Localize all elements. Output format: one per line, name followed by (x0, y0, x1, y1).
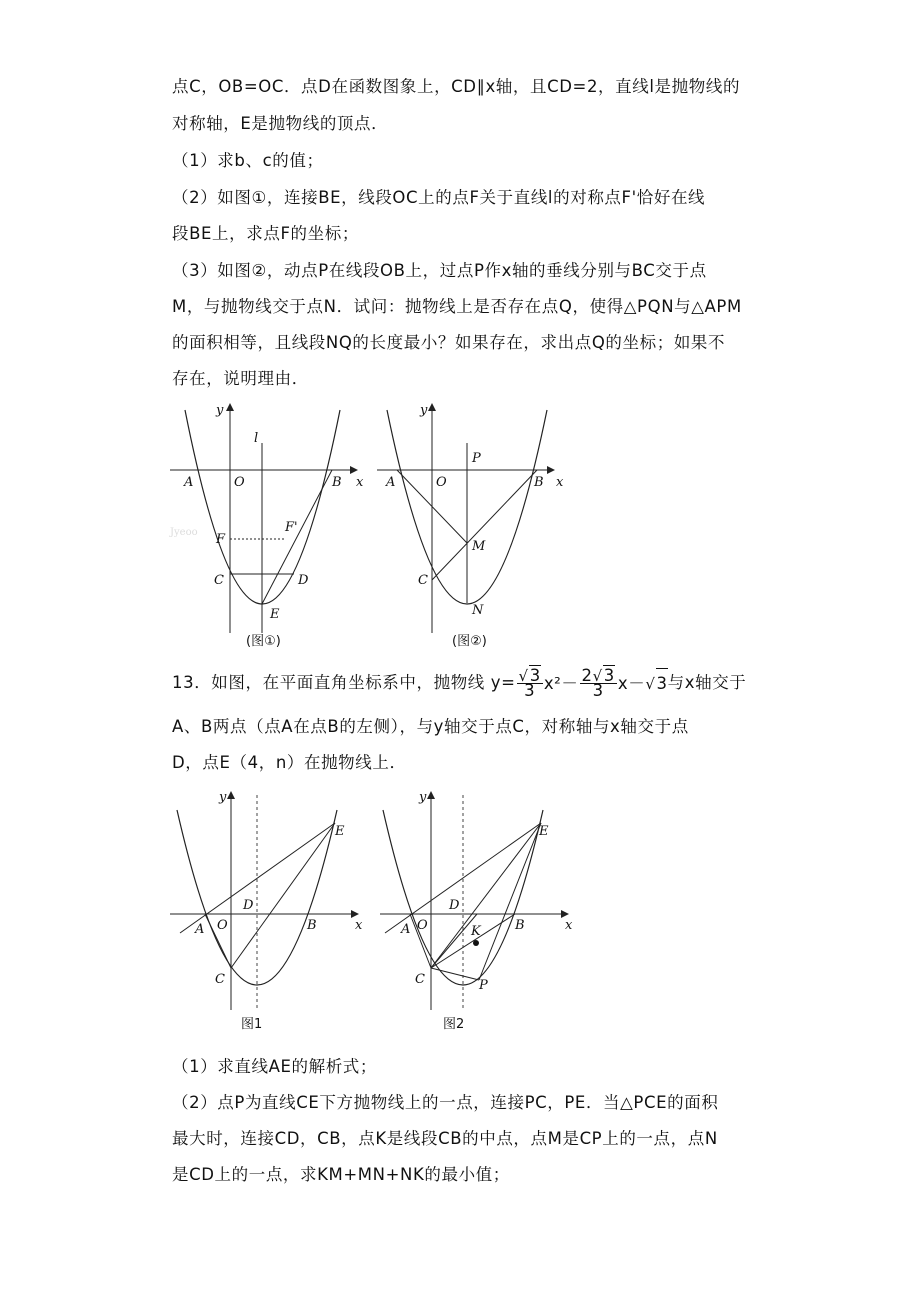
label-e: E (539, 824, 549, 839)
p13-q2-line2: 最大时，连接CD，CB，点K是线段CB的中点，点M是CP上的一点，点N (172, 1129, 718, 1148)
label-y: y (219, 790, 227, 805)
label-b: B (515, 918, 525, 933)
y-axis-arrow (227, 791, 235, 799)
x-axis-arrow (561, 910, 569, 918)
p13-intro-prefix: 13．如图，在平面直角坐标系中，抛物线 y= (172, 673, 516, 692)
label-p: P (472, 451, 481, 466)
segment-be (262, 470, 332, 604)
label-d: D (243, 898, 254, 913)
label-a: A (184, 475, 194, 490)
fraction-2sqrt3-over-3: $\frac{2√3}{3}$ (581, 666, 615, 700)
label-x: x (356, 475, 364, 490)
label-f: F (216, 532, 226, 547)
x-axis-arrow (350, 466, 358, 474)
fraction-sqrt3-over-3: $\frac{√3}{3}$ (518, 666, 541, 700)
label-c: C (418, 573, 428, 588)
figure-2-caption: 图2 (443, 1017, 465, 1032)
p12-q3-line1: （3）如图②，动点P在线段OB上，过点P作x轴的垂线分别与BC交于点 (172, 261, 707, 280)
label-x: x (565, 918, 573, 933)
y-axis-arrow (427, 791, 435, 799)
label-k: K (471, 924, 481, 939)
segment-ce (231, 823, 335, 968)
p12-q3-line2: M，与抛物线交于点N．试问：抛物线上是否存在点Q，使得△PQN与△APM (172, 297, 742, 316)
label-n: N (472, 603, 484, 618)
label-e: E (270, 607, 280, 622)
p13-q2-line3: 是CD上的一点，求KM+MN+NK的最小值； (172, 1165, 510, 1184)
label-c: C (415, 972, 425, 987)
label-d: D (298, 573, 309, 588)
label-o: O (436, 475, 447, 490)
p12-figure-2 (372, 398, 582, 660)
figure-2-caption: (图②) (452, 634, 487, 649)
parabola-formula: $\frac{√3}{3}$ x²－ $\frac{2√3}{3}$ x－ √ 3 (518, 666, 668, 700)
label-e: E (335, 824, 345, 839)
segment-ce (431, 823, 541, 968)
segment-pe (479, 823, 541, 980)
y-axis-arrow (428, 403, 436, 411)
label-d: D (449, 898, 460, 913)
label-o: O (417, 918, 428, 933)
p12-q2-line2: 段BE上，求点F的坐标； (172, 224, 359, 243)
p12-figure-1 (160, 398, 370, 660)
p13-figure-2 (375, 785, 585, 1035)
label-x: x (556, 475, 564, 490)
figure-1-caption: 图1 (241, 1017, 263, 1032)
p13-figure-1 (165, 785, 375, 1035)
p12-q2-line1: （2）如图①，连接BE，线段OC上的点F关于直线l的对称点F'恰好在线 (172, 188, 706, 207)
p13-q2-line1: （2）点P为直线CE下方抛物线上的一点，连接PC，PE．当△PCE的面积 (172, 1093, 719, 1112)
label-f-prime: F' (285, 520, 298, 535)
p12-line1: 点C，OB=OC．点D在函数图象上，CD∥x轴，且CD=2，直线l是抛物线的 (172, 77, 741, 96)
p12-q1: （1）求b、c的值； (172, 151, 324, 170)
label-p: P (479, 978, 488, 993)
y-axis-arrow (226, 403, 234, 411)
segment-bc (432, 470, 537, 580)
label-a: A (401, 922, 411, 937)
label-y: y (420, 403, 428, 418)
label-a: A (386, 475, 396, 490)
x-axis-arrow (547, 466, 555, 474)
label-o: O (234, 475, 245, 490)
p12-q3-line3: 的面积相等，且线段NQ的长度最小？如果存在，求出点Q的坐标；如果不 (172, 333, 726, 352)
label-m: M (472, 539, 486, 554)
label-b: B (534, 475, 544, 490)
x-axis-arrow (351, 910, 359, 918)
p13-intro-suffix: 与x轴交于 (667, 673, 747, 692)
figure-1-caption: (图①) (246, 634, 281, 649)
p13-line1 (172, 668, 746, 699)
label-o: O (217, 918, 228, 933)
segment-cd (431, 914, 477, 968)
label-a: A (195, 922, 205, 937)
segment-cp (431, 968, 479, 980)
watermark: Jyeoo (170, 527, 198, 538)
label-l: l (254, 431, 259, 446)
label-b: B (332, 475, 342, 490)
label-c: C (214, 573, 224, 588)
label-b: B (307, 918, 317, 933)
p12-line2: 对称轴，E是抛物线的顶点． (172, 114, 389, 133)
p12-q3-line4: 存在，说明理由． (172, 369, 309, 388)
p13-line2: A、B两点（点A在点B的左侧），与y轴交于点C，对称轴与x轴交于点 (172, 717, 689, 736)
label-y: y (419, 790, 427, 805)
label-x: x (355, 918, 363, 933)
label-c: C (215, 972, 225, 987)
label-y: y (216, 403, 224, 418)
point-k (473, 940, 479, 946)
p13-line3: D，点E（4，n）在抛物线上． (172, 753, 407, 772)
p13-q1: （1）求直线AE的解析式； (172, 1057, 378, 1076)
